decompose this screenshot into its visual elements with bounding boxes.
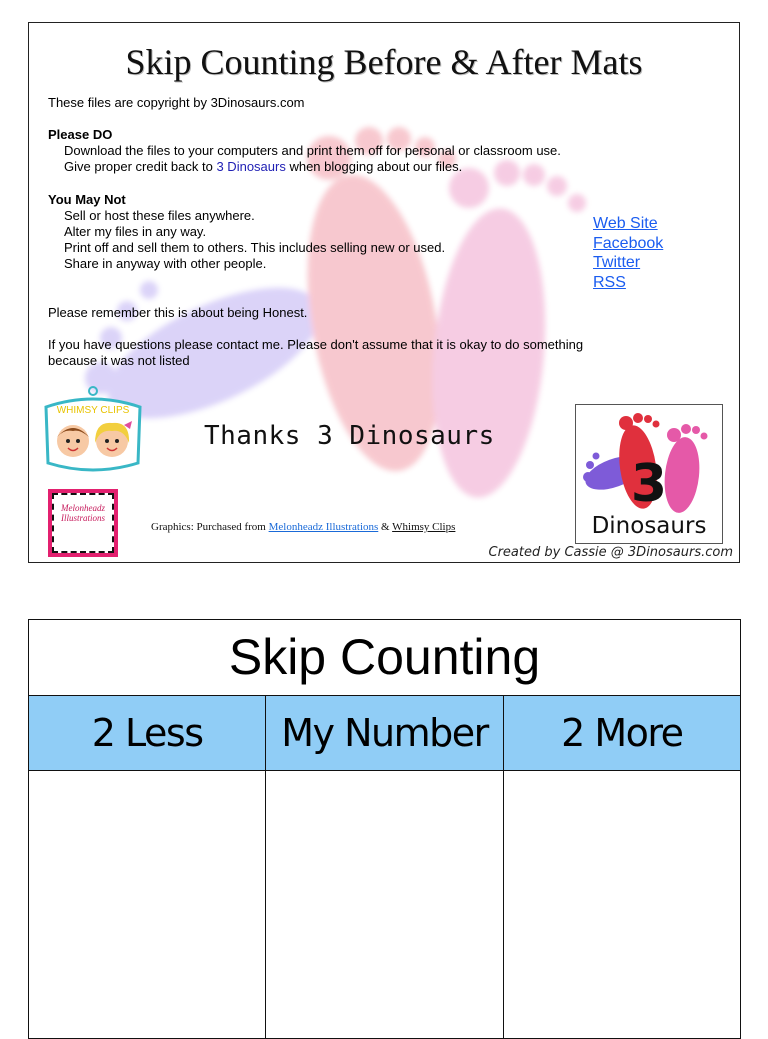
may-not-item: Alter my files in any way. — [64, 224, 207, 239]
3-dinosaurs-link[interactable]: 3 Dinosaurs — [216, 159, 286, 174]
may-not-item: Print off and sell them to others. This includes selling new or used. — [64, 240, 446, 255]
whimsy-clips-link[interactable]: Whimsy Clips — [392, 521, 456, 533]
cell-2-less — [29, 771, 266, 1039]
graphics-amp: & — [378, 521, 393, 533]
mat-body-row — [29, 771, 740, 1039]
facebook-link[interactable]: Facebook — [593, 234, 664, 252]
mat-title: Skip Counting — [29, 620, 740, 696]
melon-logo-text: Melonheadz — [61, 503, 105, 513]
melonheadz-logo — [48, 489, 118, 557]
whimsy-clips-logo — [40, 385, 146, 475]
contact-note: because it was not listed — [48, 353, 190, 368]
melon-logo-text: Illustrations — [60, 513, 105, 523]
twitter-link[interactable]: Twitter — [593, 254, 641, 271]
3-dinosaurs-logo — [575, 404, 723, 544]
created-by: Created by Cassie @ 3Dinosaurs.com — [488, 545, 733, 560]
page-title: Skip Counting Before & After Mats — [125, 42, 643, 82]
column-header-my-number: My Number — [266, 696, 503, 770]
may-not-item: Share in anyway with other people. — [64, 256, 267, 271]
credit-text-post: when blogging about our files. — [285, 159, 463, 174]
credit-text-pre: Give proper credit back to — [64, 159, 217, 174]
may-not-heading: You May Not — [48, 192, 126, 207]
please-do-item: Download the files to your computers and print them off for personal or classroom use. — [64, 143, 561, 158]
honesty-note: Please remember this is about being Honest. — [48, 305, 308, 320]
thanks-text: Thanks 3 Dinosaurs — [204, 421, 495, 451]
melonheadz-link[interactable]: Melonheadz Illustrations — [268, 521, 379, 533]
logo-number: 3 — [630, 454, 668, 514]
copyright-sheet — [28, 22, 740, 563]
footprints-logo-icon — [576, 405, 722, 515]
cell-my-number — [266, 771, 503, 1039]
skip-counting-mat — [28, 619, 741, 1039]
cell-2-more — [504, 771, 740, 1039]
please-do-heading: Please DO — [48, 127, 113, 142]
copyright-notice: These files are copyright by 3Dinosaurs.com — [48, 95, 305, 110]
column-header-2-more: 2 More — [561, 711, 683, 755]
website-link[interactable]: Web Site — [593, 215, 658, 232]
graphics-credit — [151, 521, 455, 533]
may-not-item: Sell or host these files anywhere. — [64, 208, 255, 223]
whimsy-logo-text: WHIMSY CLIPS — [56, 405, 130, 416]
column-header-2-less: 2 Less — [29, 696, 266, 770]
contact-note: If you have questions please contact me. Please don't assume that it is okay to do something — [48, 337, 584, 352]
mat-header-row — [29, 696, 740, 771]
graphics-prefix: Graphics: Purchased from — [151, 521, 269, 533]
rss-link[interactable]: RSS — [593, 273, 626, 291]
please-do-item — [64, 159, 462, 175]
logo-word: Dinosaurs — [591, 513, 707, 539]
social-links — [593, 214, 663, 292]
